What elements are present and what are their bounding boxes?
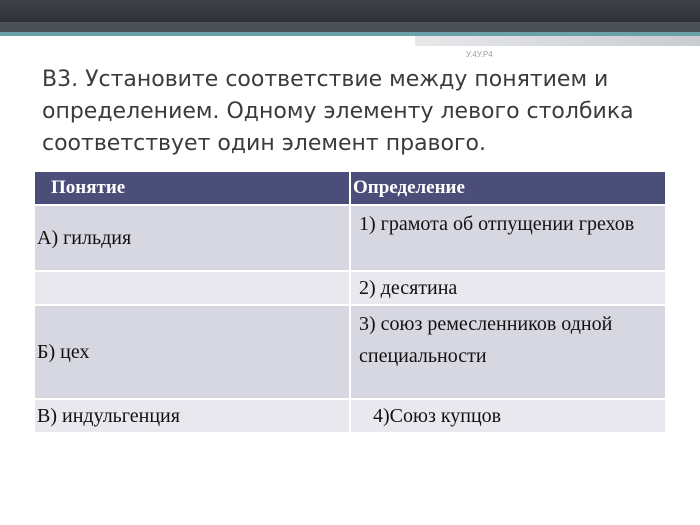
definition-cell: 3) союз ремесленников одной специальности — [350, 305, 665, 399]
term-cell — [35, 271, 350, 305]
decor-stripe-light — [415, 36, 700, 46]
column-header-definition: Определение — [350, 172, 665, 205]
decor-stripe-dark — [0, 22, 700, 32]
definition-cell: 4)Союз купцов — [350, 399, 665, 432]
table-row — [35, 305, 665, 399]
page-mark: У.4У.Р4 — [466, 50, 493, 59]
slide-title: В3. Установите соответствие между понятием и определением. Одному элементу левого столбика соответствует один элемент правого. — [42, 67, 634, 156]
table-row — [35, 399, 665, 432]
table-header-row — [35, 172, 665, 205]
table-row — [35, 271, 665, 305]
definition-cell: 2) десятина — [350, 271, 665, 305]
definition-cell: 1) грамота об отпущении грехов — [350, 205, 665, 271]
term-cell: А) гильдия — [35, 205, 350, 271]
term-cell: В) индульгенция — [35, 399, 350, 432]
table-row — [35, 205, 665, 271]
column-header-term: Понятие — [35, 172, 350, 205]
matching-table — [35, 172, 665, 432]
term-cell: Б) цех — [35, 305, 350, 399]
top-decor-bar — [0, 0, 700, 22]
